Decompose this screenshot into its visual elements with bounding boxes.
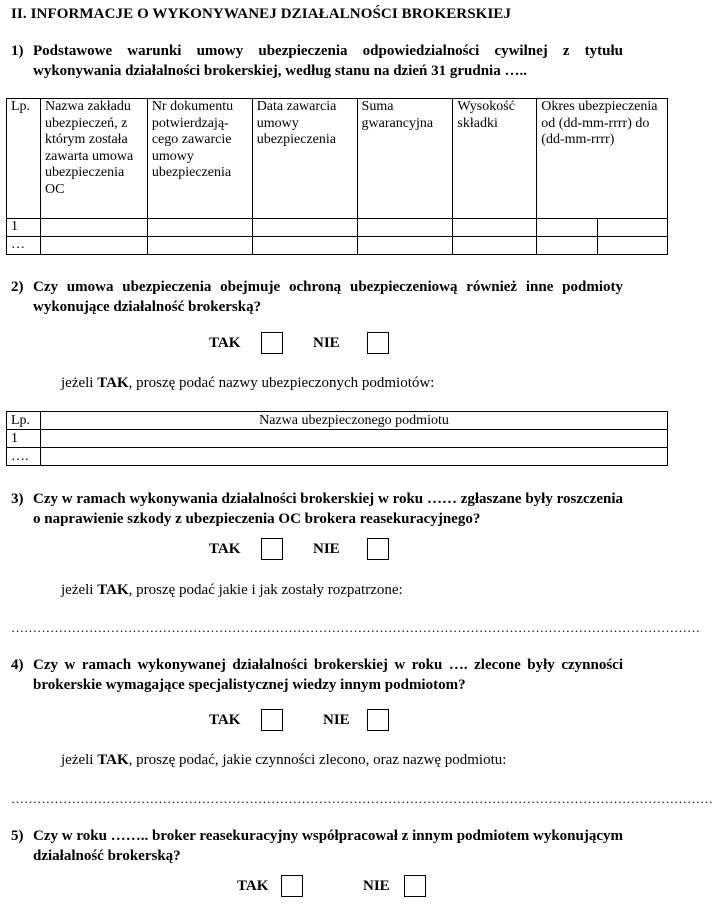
table-row xyxy=(7,219,668,237)
followup-suffix: , proszę podać nazwy ubezpieczonych podmiotów: xyxy=(128,375,435,391)
table-cell[interactable] xyxy=(40,219,147,237)
question-text: Czy w ramach wykonywanej działalności brokerskiej w roku …. zlecone były czynności brokerskie wymagające specjalistycznej wiedzy innym podmiotom? xyxy=(33,657,623,693)
table-cell[interactable] xyxy=(40,237,147,255)
yes-label: TAK xyxy=(237,878,269,894)
followup-text xyxy=(61,752,506,769)
column-header: Nr dokumentu potwierdzają-cego zawarcie umowy ubezpieczenia xyxy=(147,99,252,219)
table-cell[interactable] xyxy=(41,430,668,448)
yes-label: TAK xyxy=(209,335,241,351)
followup-bold: TAK xyxy=(97,375,129,391)
table-cell[interactable] xyxy=(252,237,357,255)
followup-bold: TAK xyxy=(97,752,129,768)
yes-checkbox[interactable] xyxy=(281,875,303,897)
oc-insurance-table xyxy=(6,98,668,255)
table-cell[interactable] xyxy=(453,219,537,237)
row-number: …. xyxy=(7,448,41,466)
table-cell[interactable] xyxy=(537,237,598,255)
column-header: Suma gwarancyjna xyxy=(357,99,453,219)
question-text: Czy w ramach wykonywania działalności brokerskiej w roku …… zgłaszane były roszczenia o naprawienie szkody z ubezpieczenia OC brokera reasekuracyjnego? xyxy=(33,491,623,527)
question-number: 4) xyxy=(11,657,24,673)
table-cell[interactable] xyxy=(357,219,453,237)
question-text: Podstawowe warunki umowy ubezpieczenia odpowiedzialności cywilnej z tytułu wykonywania działalności brokerskiej, według stanu na dzień 31 grudnia ….. xyxy=(33,43,623,79)
question-number: 2) xyxy=(11,279,24,295)
table-cell[interactable] xyxy=(598,219,668,237)
no-label: NIE xyxy=(313,335,340,351)
column-header: Wysokość składki xyxy=(453,99,537,219)
followup-suffix: , proszę podać jakie i jak zostały rozpatrzone: xyxy=(128,582,403,598)
table-cell[interactable] xyxy=(357,237,453,255)
table-row xyxy=(7,448,668,466)
table-cell[interactable] xyxy=(147,219,252,237)
yes-label: TAK xyxy=(209,712,241,728)
column-header: Lp. xyxy=(7,99,41,219)
answer-line[interactable]: ……………………………………………………………………………………………………………………………………………… xyxy=(11,791,713,806)
question-2 xyxy=(11,277,623,317)
table-header-row xyxy=(7,412,668,430)
table-row xyxy=(7,237,668,255)
question-number: 1) xyxy=(11,43,24,59)
question-number: 5) xyxy=(11,828,24,844)
column-header: Nazwa zakładu ubezpieczeń, z którym została zawarta umowa ubezpieczenia OC xyxy=(40,99,147,219)
question-4 xyxy=(11,655,623,695)
no-label: NIE xyxy=(363,878,390,894)
no-label: NIE xyxy=(323,712,350,728)
table-cell[interactable] xyxy=(598,237,668,255)
section-title: II. INFORMACJE O WYKONYWANEJ DZIAŁALNOŚCI BROKERSKIEJ xyxy=(11,6,512,22)
followup-text xyxy=(61,582,403,599)
row-number: … xyxy=(7,237,41,255)
column-header: Okres ubezpieczenia od (dd-mm-rrrr) do (dd-mm-rrrr) xyxy=(537,99,668,219)
table-cell[interactable] xyxy=(453,237,537,255)
no-checkbox[interactable] xyxy=(404,875,426,897)
question-text: Czy umowa ubezpieczenia obejmuje ochroną ubezpieczeniową również inne podmioty wykonujące działalność brokerską? xyxy=(33,279,623,315)
yes-checkbox[interactable] xyxy=(261,709,283,731)
question-number: 3) xyxy=(11,491,24,507)
no-checkbox[interactable] xyxy=(367,332,389,354)
answer-line[interactable]: …………………………………………………………………………………………………………………………………………… xyxy=(11,620,700,635)
column-header: Data zawarcia umowy ubezpieczenia xyxy=(252,99,357,219)
followup-prefix: jeżeli xyxy=(61,582,98,598)
no-label: NIE xyxy=(313,541,340,557)
question-5 xyxy=(11,826,623,866)
table-cell[interactable] xyxy=(252,219,357,237)
column-header: Nazwa ubezpieczonego podmiotu xyxy=(41,412,668,430)
table-header-row xyxy=(7,99,668,219)
followup-bold: TAK xyxy=(97,582,129,598)
question-3 xyxy=(11,489,623,529)
table-cell[interactable] xyxy=(41,448,668,466)
yes-label: TAK xyxy=(209,541,241,557)
table-cell[interactable] xyxy=(537,219,598,237)
insured-entities-table xyxy=(6,411,668,466)
followup-prefix: jeżeli xyxy=(61,752,98,768)
row-number: 1 xyxy=(7,219,41,237)
no-checkbox[interactable] xyxy=(367,538,389,560)
yes-checkbox[interactable] xyxy=(261,538,283,560)
table-cell[interactable] xyxy=(147,237,252,255)
row-number: 1 xyxy=(7,430,41,448)
yes-checkbox[interactable] xyxy=(261,332,283,354)
no-checkbox[interactable] xyxy=(367,709,389,731)
followup-text xyxy=(61,375,434,392)
question-text: Czy w roku …….. broker reasekuracyjny współpracował z innym podmiotem wykonującym działalność brokerską? xyxy=(33,828,623,864)
question-1 xyxy=(11,41,623,81)
column-header: Lp. xyxy=(7,412,41,430)
followup-suffix: , proszę podać, jakie czynności zlecono, oraz nazwę podmiotu: xyxy=(128,752,507,768)
table-row xyxy=(7,430,668,448)
followup-prefix: jeżeli xyxy=(61,375,98,391)
